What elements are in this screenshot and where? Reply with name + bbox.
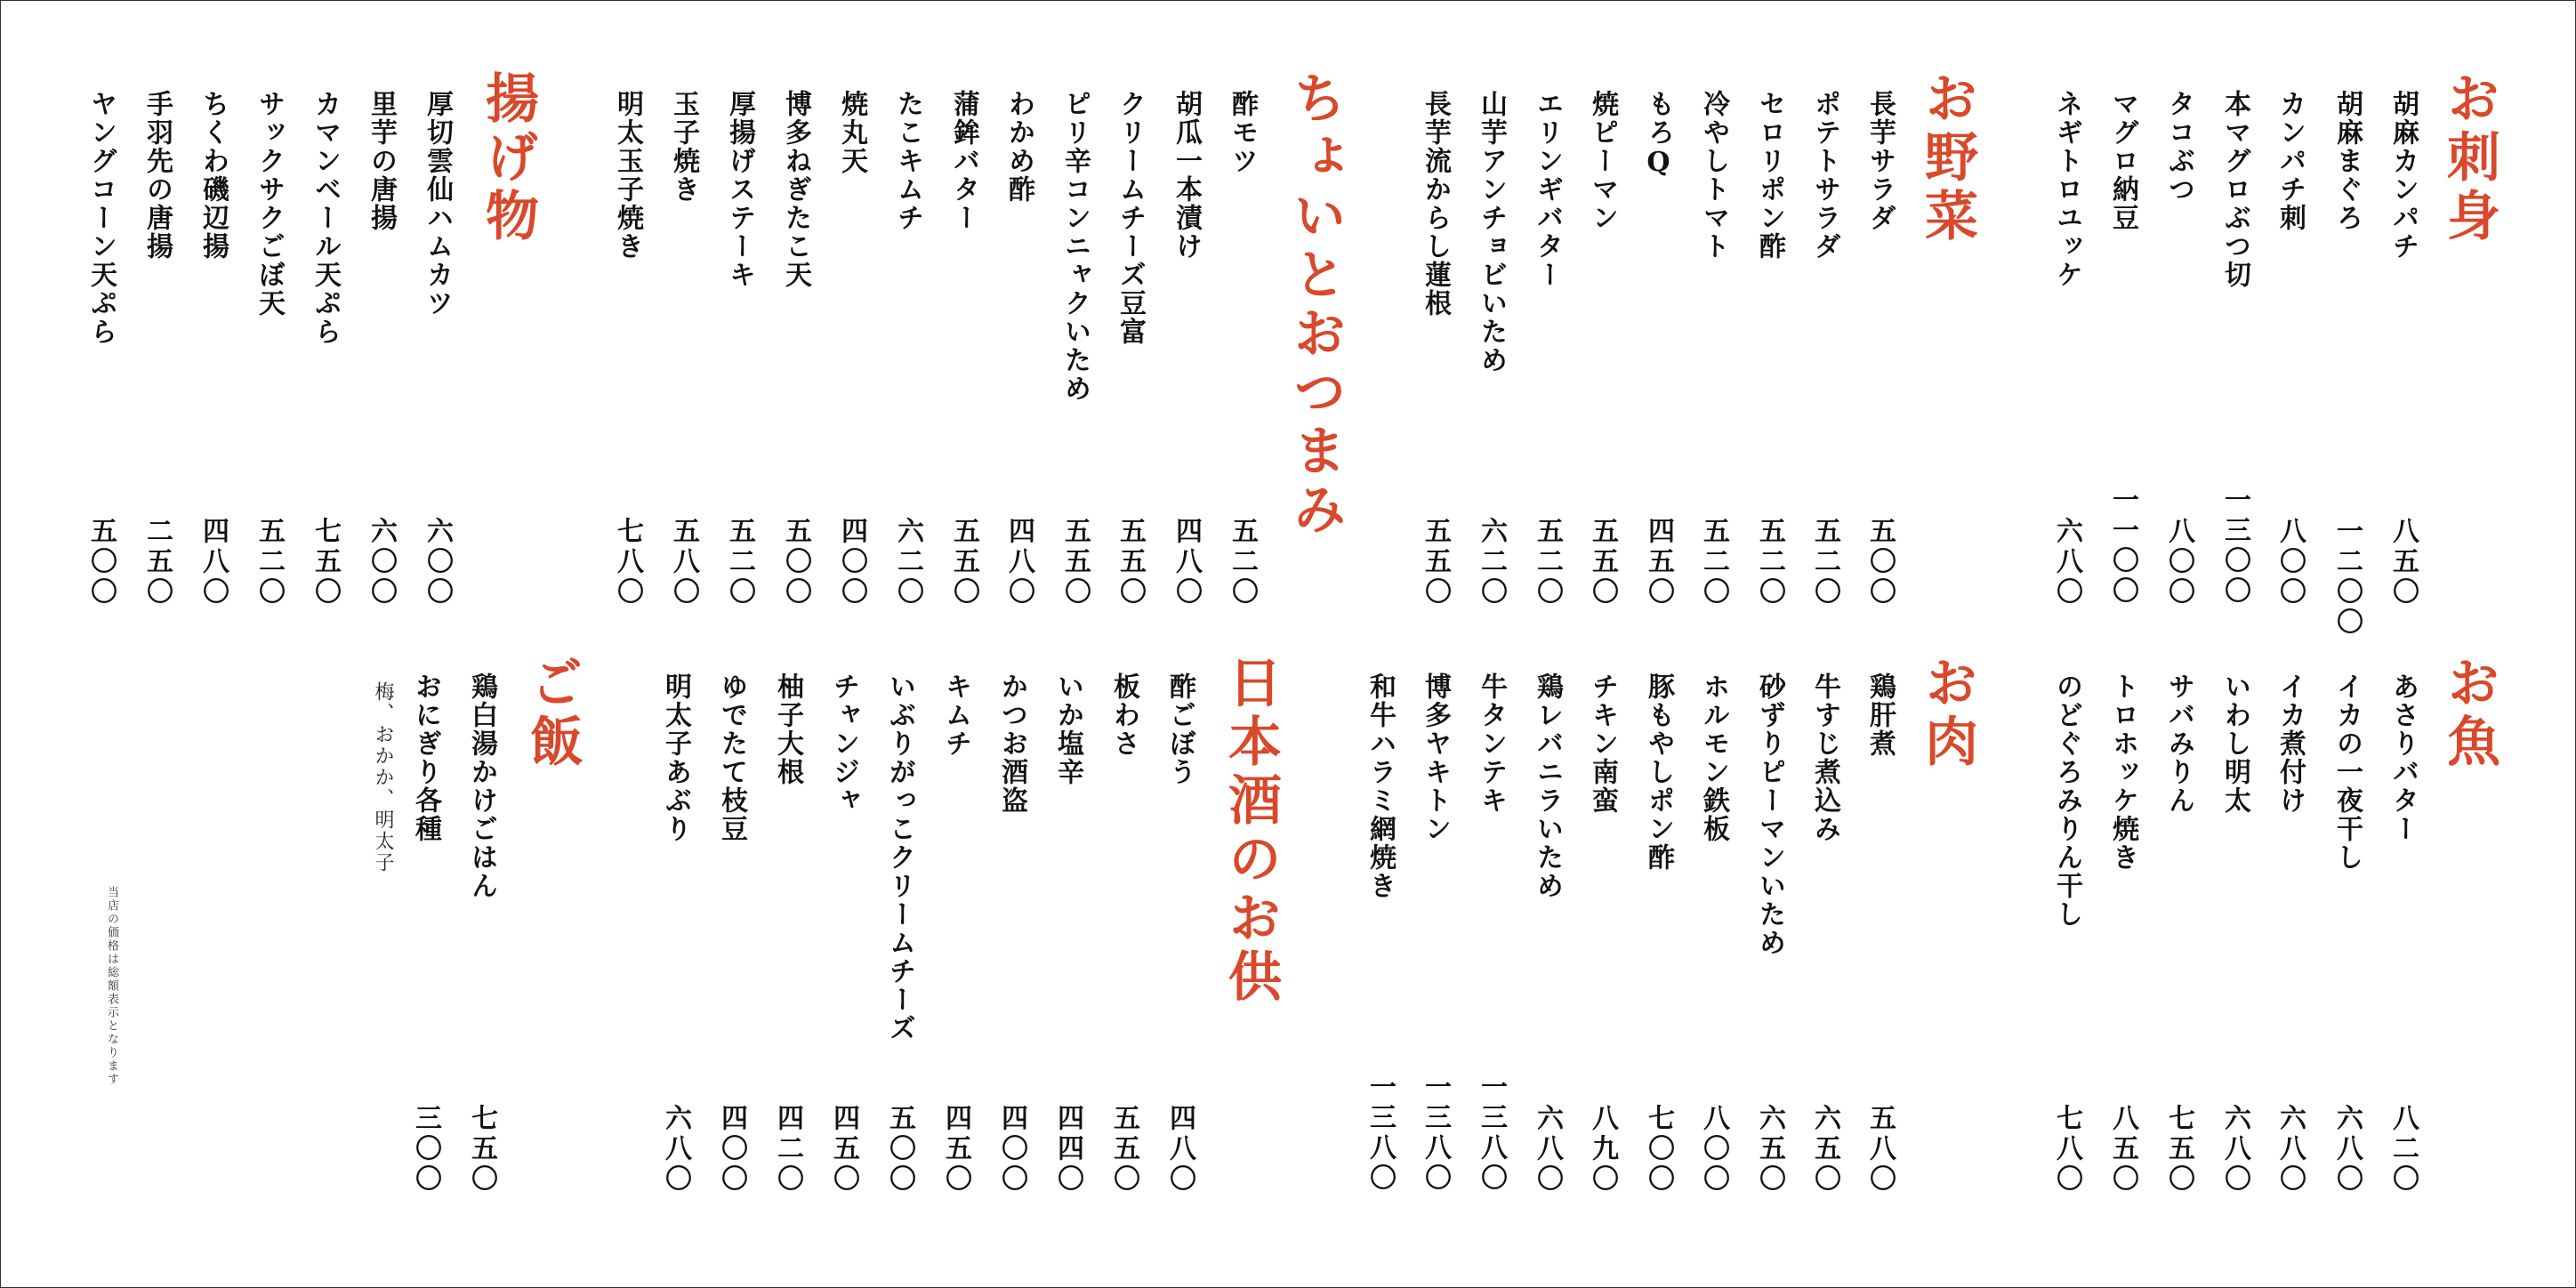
- menu-item-price: 四八〇: [197, 517, 229, 608]
- menu-item-price: 七八〇: [2051, 1104, 2082, 1195]
- menu-item-price: 六八〇: [2331, 1104, 2363, 1195]
- menu-item-price: 八五〇: [2107, 1104, 2138, 1195]
- menu-item-price: 四五〇: [828, 1104, 859, 1195]
- menu-item-name: 牛タンテキ: [1476, 672, 1507, 815]
- menu-item-price: 五二〇: [1754, 517, 1785, 608]
- menu-item-name: いぶりがっこクリームチーズ: [884, 672, 915, 1042]
- menu-item-price: 六五〇: [1754, 1104, 1785, 1195]
- menu-item-price: 五八〇: [1864, 1104, 1896, 1195]
- menu-item-price: 五五〇: [1420, 517, 1451, 608]
- menu-item-price: 八九〇: [1587, 1104, 1618, 1195]
- menu-item-name: 胡瓜一本漬け: [1171, 90, 1202, 261]
- menu-item-name: カンパチ刺: [2274, 90, 2306, 232]
- menu-item-price: 六八〇: [660, 1104, 691, 1195]
- menu-item-name: 酢ごぼう: [1164, 672, 1195, 786]
- menu-item-price: 五二〇: [1532, 517, 1563, 608]
- menu-item-price: 四〇〇: [996, 1104, 1027, 1195]
- menu-item-name: たこキムチ: [892, 90, 923, 232]
- menu-item-name: 本マグロぶつ切: [2219, 90, 2250, 289]
- menu-item-name: 長芋流からし蓮根: [1420, 90, 1451, 318]
- menu-item-price: 六五〇: [1809, 1104, 1840, 1195]
- menu-item-price: 六八〇: [2219, 1104, 2250, 1195]
- menu-item-price: 一三八〇: [1364, 1073, 1396, 1194]
- menu-item-price: 七五〇: [310, 517, 341, 608]
- menu-item-name: イカ煮付け: [2274, 672, 2306, 815]
- menu-item-price: 六〇〇: [422, 517, 453, 608]
- menu-item-name: 明太子あぶり: [660, 672, 691, 843]
- menu-item-name: ネギトロユッケ: [2051, 90, 2082, 289]
- menu-item-price: 六二〇: [892, 517, 923, 608]
- section-heading-fried: 揚げ物: [477, 70, 539, 246]
- menu-item-name: マグロ納豆: [2107, 90, 2138, 232]
- menu-item-name: キムチ: [940, 672, 971, 758]
- menu-item-name: サバみりん: [2163, 672, 2194, 815]
- menu-item-price: 五二〇: [254, 517, 285, 608]
- menu-item-price: 五〇〇: [884, 1104, 915, 1195]
- menu-item-name: 山芋アンチョビいため: [1476, 90, 1507, 374]
- menu-item-name: 厚切雲仙ハムカツ: [422, 90, 453, 318]
- rice-note: 梅、おかか、明太子: [372, 681, 394, 873]
- menu-item-price: 四五〇: [940, 1104, 971, 1195]
- menu-item-price: 五八〇: [668, 517, 699, 608]
- menu-item-price: 二五〇: [141, 517, 173, 608]
- menu-item-name: 蒲鉾バター: [948, 90, 979, 232]
- menu-item-name: 長芋サラダ: [1864, 90, 1896, 232]
- menu-item-price: 五二〇: [1809, 517, 1840, 608]
- menu-item-price: 五五〇: [1115, 517, 1146, 608]
- menu-item-price: 七〇〇: [1643, 1104, 1674, 1195]
- menu-item-price: 六〇〇: [366, 517, 397, 608]
- menu-item-name: 焼ピーマン: [1587, 90, 1618, 232]
- menu-item-name: 冷やしトマト: [1698, 90, 1729, 261]
- menu-item-name: 板わさ: [1108, 672, 1139, 758]
- menu-item-name: 鶏レバニラいため: [1532, 672, 1563, 900]
- menu-item-name: 里芋の唐揚: [366, 90, 397, 232]
- menu-item-name: セロリポン酢: [1754, 90, 1785, 261]
- menu-item-name: わかめ酢: [1003, 90, 1034, 204]
- menu-item-name: 豚もやしポン酢: [1643, 672, 1674, 872]
- menu-item-name: 焼丸天: [836, 90, 867, 175]
- menu-item-price: 四五〇: [1643, 517, 1674, 608]
- menu-item-price: 三〇〇: [410, 1104, 441, 1195]
- menu-item-name: 柚子大根: [772, 672, 803, 786]
- menu-item-name: 鶏白湯かけごはん: [466, 672, 497, 900]
- menu-item-name: イカの一夜干し: [2331, 672, 2363, 872]
- section-heading-sake-pairings: 日本酒のお供: [1220, 655, 1282, 1007]
- menu-item-price: 一二〇〇: [2331, 517, 2363, 638]
- menu-item-price: 一三八〇: [1476, 1073, 1507, 1194]
- menu-item-name: ヤングコーン天ぷら: [85, 90, 117, 346]
- menu-item-price: 五五〇: [948, 517, 979, 608]
- menu-item-name: エリンギバター: [1532, 90, 1563, 289]
- menu-item-name: トロホッケ焼き: [2107, 672, 2138, 872]
- menu-item-price: 八〇〇: [2274, 517, 2306, 608]
- menu-item-price: 六八〇: [2051, 517, 2082, 608]
- menu-item-price: 一一〇〇: [2107, 486, 2138, 607]
- menu-item-price: 五二〇: [1227, 517, 1258, 608]
- menu-item-price: 八二〇: [2387, 1104, 2419, 1195]
- menu-item-name: いか塩辛: [1052, 672, 1083, 786]
- section-heading-fish: お魚: [2438, 655, 2500, 772]
- menu-item-name: 酢モツ: [1227, 90, 1258, 175]
- menu-item-name: 厚揚げステーキ: [724, 90, 755, 289]
- menu-item-price: 四四〇: [1052, 1104, 1083, 1195]
- menu-item-name: ホルモン鉄板: [1698, 672, 1729, 843]
- menu-item-name: 手羽先の唐揚: [141, 90, 173, 261]
- menu-item-name: 玉子焼き: [668, 90, 699, 204]
- menu-item-price: 八〇〇: [1698, 1104, 1729, 1195]
- menu-item-name: かつお酒盗: [996, 672, 1027, 815]
- menu-item-price: 六八〇: [1532, 1104, 1563, 1195]
- menu-item-price: 四〇〇: [716, 1104, 747, 1195]
- menu-item-name: ゆでたて枝豆: [716, 672, 747, 843]
- menu-item-price: 五二〇: [1698, 517, 1729, 608]
- menu-item-price: 五二〇: [724, 517, 755, 608]
- menu-item-price: 七五〇: [466, 1104, 497, 1195]
- menu-item-price: 五五〇: [1108, 1104, 1139, 1195]
- menu-item-price: 四二〇: [772, 1104, 803, 1195]
- menu-item-price: 五五〇: [1587, 517, 1618, 608]
- menu-item-name: 明太玉子焼き: [612, 90, 643, 261]
- menu-item-name: あさりバター: [2387, 672, 2419, 843]
- menu-item-price: 八〇〇: [2163, 517, 2194, 608]
- menu-item-name: ポテトサラダ: [1809, 90, 1840, 261]
- section-heading-rice: ご飯: [521, 655, 584, 772]
- menu-item-name: 鶏肝煮: [1864, 672, 1896, 758]
- menu-item-name: 砂ずりピーマンいため: [1754, 672, 1785, 957]
- menu-item-price: 五〇〇: [1864, 517, 1896, 608]
- section-heading-sashimi: お刺身: [2438, 70, 2500, 246]
- menu-item-name: チャンジャ: [828, 672, 859, 815]
- menu-item-name: サックサクごぼ天: [254, 90, 285, 318]
- menu-item-name: ちくわ磯辺揚: [197, 90, 229, 261]
- menu-item-name: タコぶつ: [2163, 90, 2194, 204]
- menu-item-price: 四〇〇: [836, 517, 867, 608]
- menu-item-name: いわし明太: [2219, 672, 2250, 815]
- menu-item-name: もろQ: [1643, 90, 1674, 180]
- menu-item-name: 牛すじ煮込み: [1809, 672, 1840, 843]
- menu-item-price: 五五〇: [1059, 517, 1091, 608]
- price-footnote: 当店の価格は総額表示となります: [105, 886, 118, 1086]
- menu-item-price: 六二〇: [1476, 517, 1507, 608]
- menu-item-price: 六八〇: [2274, 1104, 2306, 1195]
- menu-item-name: クリームチーズ豆富: [1115, 90, 1146, 346]
- menu-item-price: 五〇〇: [85, 517, 117, 608]
- menu-item-name: 博多ヤキトン: [1420, 672, 1451, 843]
- menu-item-name: 博多ねぎたこ天: [780, 90, 811, 289]
- menu-item-name: ピリ辛コンニャクいため: [1059, 90, 1091, 403]
- menu-item-price: 四八〇: [1171, 517, 1202, 608]
- menu-item-price: 一三八〇: [1420, 1073, 1451, 1194]
- section-heading-meat: お肉: [1916, 655, 1978, 772]
- menu-item-price: 四八〇: [1003, 517, 1034, 608]
- menu-item-price: 七八〇: [612, 517, 643, 608]
- menu-item-name: カマンベール天ぷら: [310, 90, 341, 346]
- menu-item-price: 一三〇〇: [2219, 486, 2250, 607]
- section-heading-vegetables: お野菜: [1916, 70, 1978, 246]
- menu-item-name: 胡麻まぐろ: [2331, 90, 2363, 232]
- menu-item-name: 胡麻カンパチ: [2387, 90, 2419, 261]
- menu-item-price: 四八〇: [1164, 1104, 1195, 1195]
- menu-item-price: 五〇〇: [780, 517, 811, 608]
- menu-item-price: 八五〇: [2387, 517, 2419, 608]
- menu-item-name: おにぎり各種: [410, 672, 441, 843]
- menu-item-name: 和牛ハラミ網焼き: [1364, 672, 1396, 900]
- menu-item-name: チキン南蛮: [1587, 672, 1618, 815]
- menu-item-price: 七五〇: [2163, 1104, 2194, 1195]
- menu-item-name: のどぐろみりん干し: [2051, 672, 2082, 929]
- section-heading-snacks: ちょいとおつまみ: [1284, 70, 1347, 540]
